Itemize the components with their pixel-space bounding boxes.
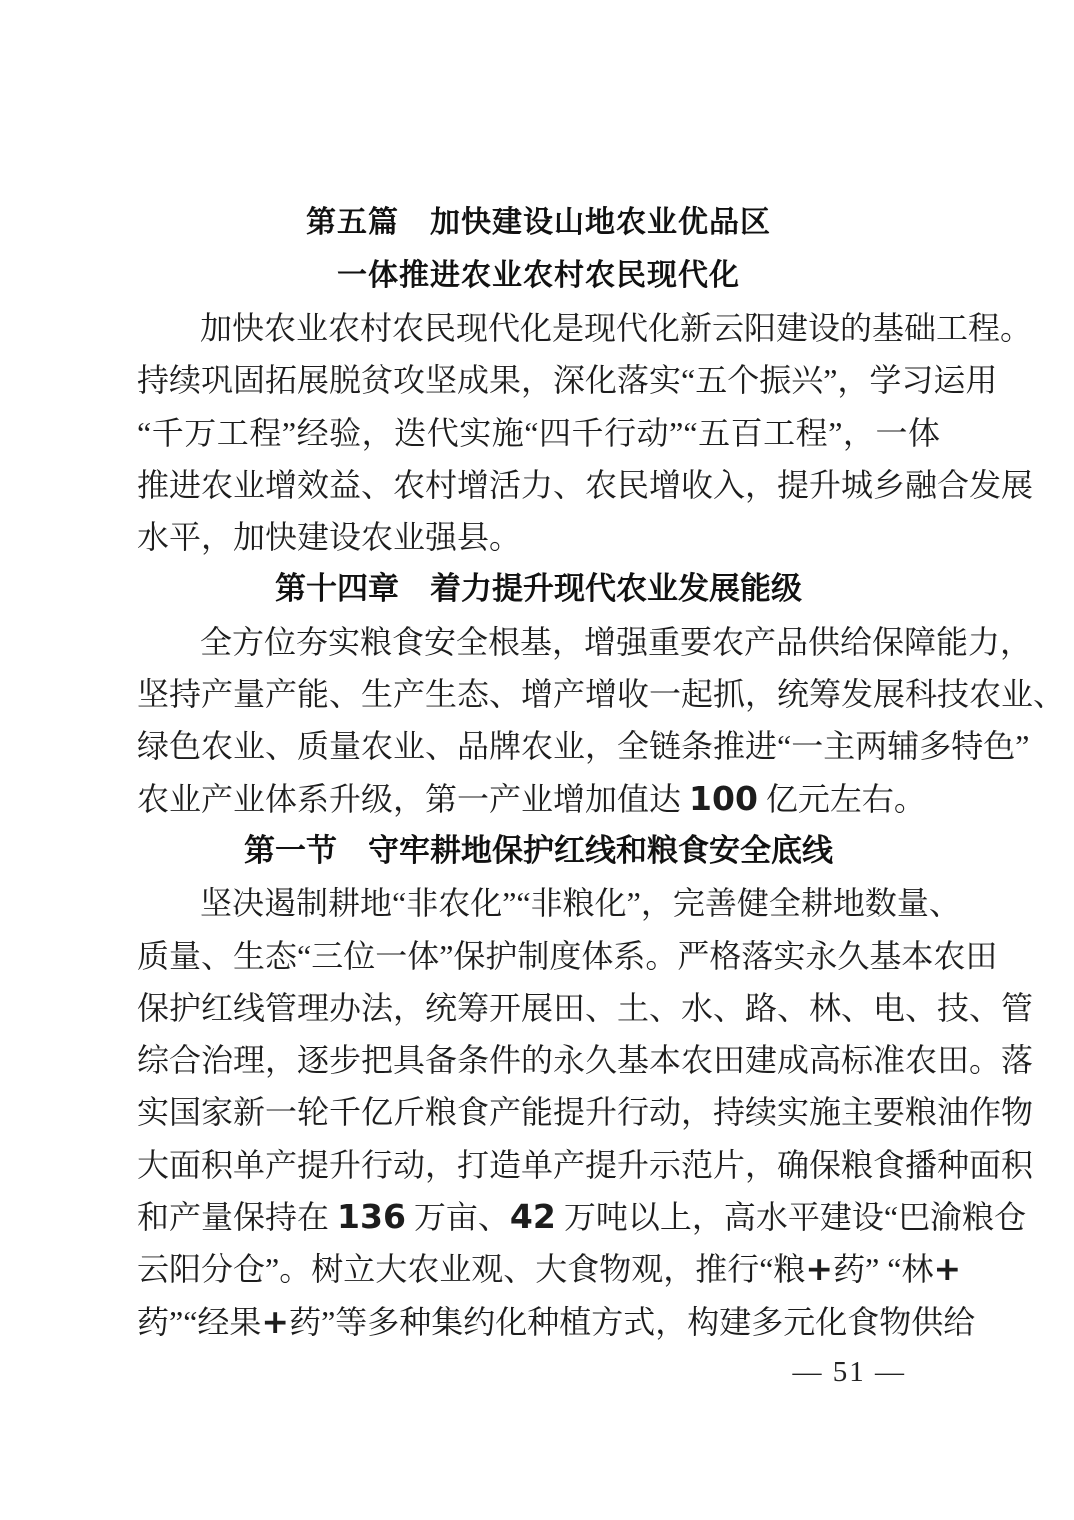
- paragraph-2-line-4: 农业产业体系升级，第一产业增加值达 100 亿元左右。: [137, 778, 926, 818]
- paragraph-2-line-3: 绿色农业、质量农业、品牌农业，全链条推进“一主两辅多特色”: [137, 728, 1030, 765]
- paragraph-3-line-1: 坚决遏制耕地“非农化”“非粮化”，完善健全耕地数量、: [200, 885, 961, 922]
- chapter-heading: 第十四章 着力提升现代农业发展能级: [275, 571, 802, 607]
- paragraph-1-line-3: “千万工程”经验，迭代实施“四千行动”“五百工程”，一体: [137, 414, 940, 451]
- paragraph-1-line-4: 推进农业增效益、农村增活力、农民增收入，提升城乡融合发展: [137, 466, 1034, 503]
- paragraph-3-line-5: 实国家新一轮千亿斤粮食产能提升行动，持续实施主要粮油作物: [137, 1094, 1034, 1131]
- paragraph-1-line-5: 水平，加快建设农业强县。: [137, 519, 522, 556]
- paragraph-3-line-4: 综合治理，逐步把具备条件的永久基本农田建成高标准农田。落: [137, 1042, 1034, 1079]
- paragraph-3-line-9: 药”“经果+药”等多种集约化种植方式，构建多元化食物供给: [137, 1301, 976, 1341]
- paragraph-1-line-1: 加快农业农村农民现代化是现代化新云阳建设的基础工程。: [200, 310, 1033, 346]
- arabic-numeral: 42: [509, 1197, 556, 1237]
- paragraph-2-line-2: 坚持产量产能、生产生态、增产增收一起抓，统筹发展科技农业、: [137, 676, 1066, 713]
- part-title-line-2: 一体推进农业农村农民现代化: [337, 259, 740, 292]
- paragraph-3-line-2: 质量、生态“三位一体”保护制度体系。严格落实永久基本农田: [137, 937, 998, 974]
- paragraph-3-line-3: 保护红线管理办法，统筹开展田、土、水、路、林、电、技、管: [137, 989, 1034, 1026]
- section-heading: 第一节 守牢耕地保护红线和粮食安全底线: [244, 832, 833, 868]
- paragraph-3-line-6: 大面积单产提升行动，打造单产提升示范片，确保粮食播种面积: [137, 1146, 1034, 1183]
- arabic-numeral: 136: [337, 1197, 406, 1237]
- paragraph-3-line-7: 和产量保持在 136 万亩、42 万吨以上，高水平建设“巴渝粮仓: [137, 1197, 1027, 1237]
- paragraph-1-line-2: 持续巩固拓展脱贫攻坚成果，深化落实“五个振兴”，学习运用: [137, 362, 998, 399]
- paragraph-3-line-8: 云阳分仓”。树立大农业观、大食物观，推行“粮+药” “林+: [137, 1249, 962, 1289]
- document-content: [137, 196, 1066, 1348]
- arabic-numeral: +: [805, 1249, 834, 1289]
- arabic-numeral: 100: [689, 778, 758, 818]
- page-number: — 51 —: [792, 1356, 906, 1388]
- arabic-numeral: +: [933, 1249, 962, 1289]
- arabic-numeral: +: [261, 1301, 290, 1341]
- part-title-line-1: 第五篇 加快建设山地农业优品区: [306, 206, 771, 239]
- paragraph-2-line-1: 全方位夯实粮食安全根基，增强重要农产品供给保障能力，: [200, 623, 1033, 660]
